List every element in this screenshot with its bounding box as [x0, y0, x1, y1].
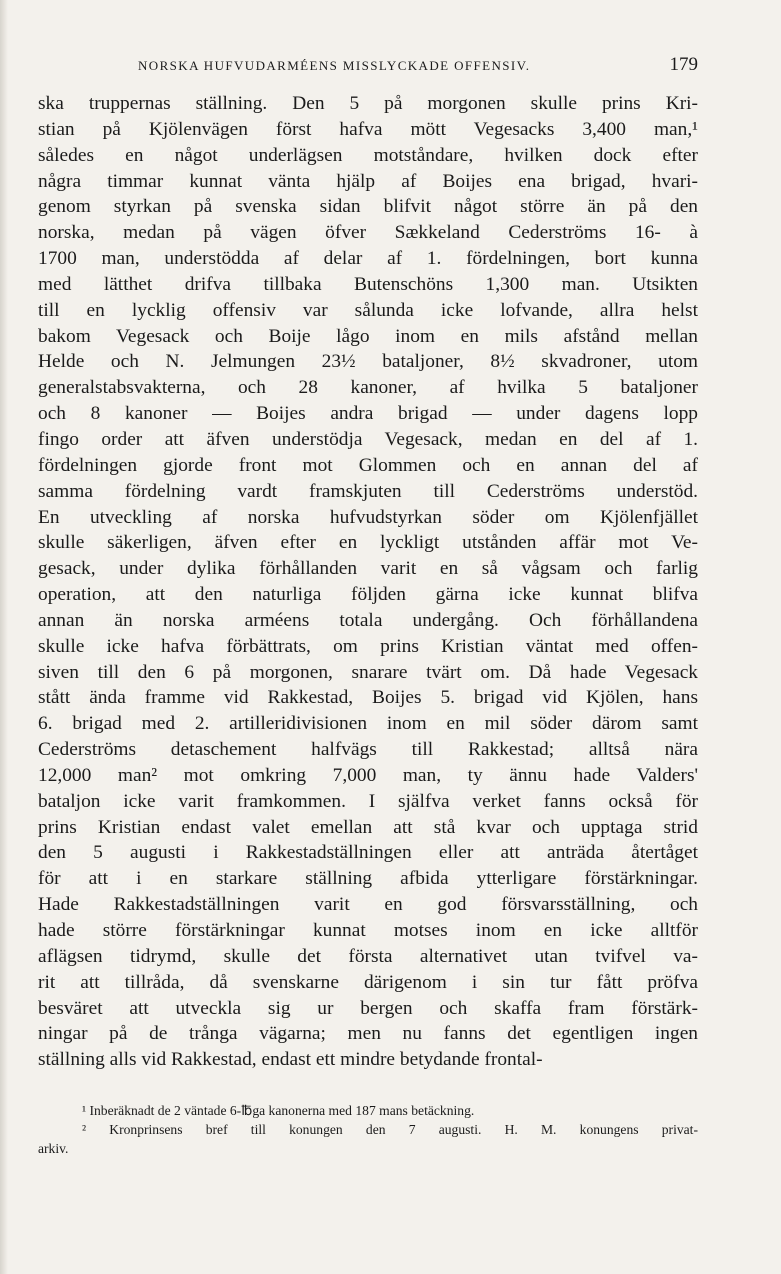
- footnote-2-continuation: arkiv.: [38, 1141, 69, 1157]
- text-line: aflägsen tidrymd, skulle det första alternativet utan tvifvel va-: [38, 945, 698, 967]
- text-line: fördelningen gjorde front mot Glommen och en annan del af: [38, 454, 698, 476]
- text-line: hade större förstärkningar kunnat motses inom en icke alltför: [38, 920, 698, 941]
- body-text: [38, 91, 698, 1073]
- text-line: gesack, under dylika förhållanden varit en så vågsam och farlig: [38, 558, 698, 580]
- text-line: 6. brigad med 2. artilleridivisionen inom en mil söder därom samt: [38, 713, 698, 735]
- text-line: rit att tillråda, då svenskarne därigenom i sin tur fått pröfva: [38, 971, 698, 993]
- text-line: således en något underlägsen motståndare, hvilken dock efter: [38, 144, 698, 166]
- text-line: norska, medan på vägen öfver Sækkeland Cederströms 16- à: [38, 222, 698, 244]
- text-line: annan än norska arméens totala undergång. Och förhållandena: [38, 609, 698, 631]
- text-line: generalstabsvakterna, och 28 kanoner, af hvilka 5 bataljoner: [38, 377, 698, 399]
- page-number: 179: [669, 54, 698, 75]
- text-line: genom styrkan på svenska sidan blifvit något större än på den: [38, 196, 698, 218]
- text-line: samma fördelning vardt framskjuten till Cederströms understöd.: [38, 480, 698, 502]
- text-line: och 8 kanoner — Boijes andra brigad — under dagens lopp: [38, 403, 698, 425]
- text-line: Hade Rakkestadställningen varit en god försvarsställning, och: [38, 894, 698, 916]
- footnote-2: ² Kronprinsens bref till konungen den 7 augusti. H. M. konungens privat-: [82, 1122, 698, 1138]
- text-line: till en lycklig offensiv var sålunda icke lofvande, allra helst: [38, 299, 698, 321]
- text-line: med lätthet drifva tillbaka Butenschöns 1,300 man. Utsikten: [38, 273, 698, 295]
- running-title: NORSKA HUFVUDARMÉENS MISSLYCKADE OFFENSIV.: [138, 58, 531, 73]
- text-line: några timmar kunnat vänta hjälp af Boijes ena brigad, hvari-: [38, 170, 698, 192]
- text-line: Helde och N. Jelmungen 23½ bataljoner, 8½ skvadroner, utom: [38, 351, 698, 373]
- book-page: [38, 54, 698, 1158]
- text-line: En utveckling af norska hufvudstyrkan söder om Kjölenfjället: [38, 506, 698, 528]
- text-line: 12,000 man² mot omkring 7,000 man, ty ännu hade Valders': [38, 764, 698, 786]
- footnotes: [38, 1101, 698, 1158]
- footnote-1: ¹ Inberäknadt de 2 väntade 6-℔ga kanonerna med 187 mans betäckning.: [82, 1103, 475, 1119]
- text-line: ställning alls vid Rakkestad, endast ett mindre betydande frontal-: [38, 1049, 543, 1071]
- text-line: stått ända framme vid Rakkestad, Boijes 5. brigad vid Kjölen, hans: [38, 687, 698, 709]
- text-line: ningar på de trånga vägarna; men nu fanns det egentligen ingen: [38, 1023, 698, 1045]
- text-line: Cederströms detaschement halfvägs till Rakkestad; alltså nära: [38, 739, 698, 761]
- binding-edge: [0, 0, 8, 1274]
- text-line: bataljon icke varit framkommen. I själfva verket fanns också för: [38, 790, 698, 812]
- text-line: fingo order att äfven understödja Vegesack, medan en del af 1.: [38, 428, 698, 450]
- text-line: prins Kristian endast valet emellan att stå kvar och upptaga strid: [38, 816, 698, 838]
- text-line: ska truppernas ställning. Den 5 på morgonen skulle prins Kri-: [38, 93, 698, 114]
- text-line: besväret att utveckla sig ur bergen och skaffa fram förstärk-: [38, 997, 698, 1019]
- text-line: skulle icke hafva förbättrats, om prins Kristian väntat med offen-: [38, 635, 698, 657]
- text-line: bakom Vegesack och Boije lågo inom en mils afstånd mellan: [38, 325, 698, 347]
- text-line: operation, att den naturliga följden gärna icke kunnat blifva: [38, 584, 698, 606]
- text-line: skulle säkerligen, äfven efter en lyckligt utstånden affär mot Ve-: [38, 532, 698, 554]
- text-line: 1700 man, understödda af delar af 1. fördelningen, bort kunna: [38, 248, 698, 270]
- text-line: stian på Kjölenvägen först hafva mött Vegesacks 3,400 man,¹: [38, 118, 698, 140]
- text-line: siven till den 6 på morgonen, snarare tvärt om. Då hade Vegesack: [38, 661, 698, 683]
- text-line: den 5 augusti i Rakkestadställningen eller att anträda återtåget: [38, 842, 698, 864]
- text-line: för att i en starkare ställning afbida ytterligare förstärkningar.: [38, 868, 698, 890]
- running-head: [38, 54, 698, 82]
